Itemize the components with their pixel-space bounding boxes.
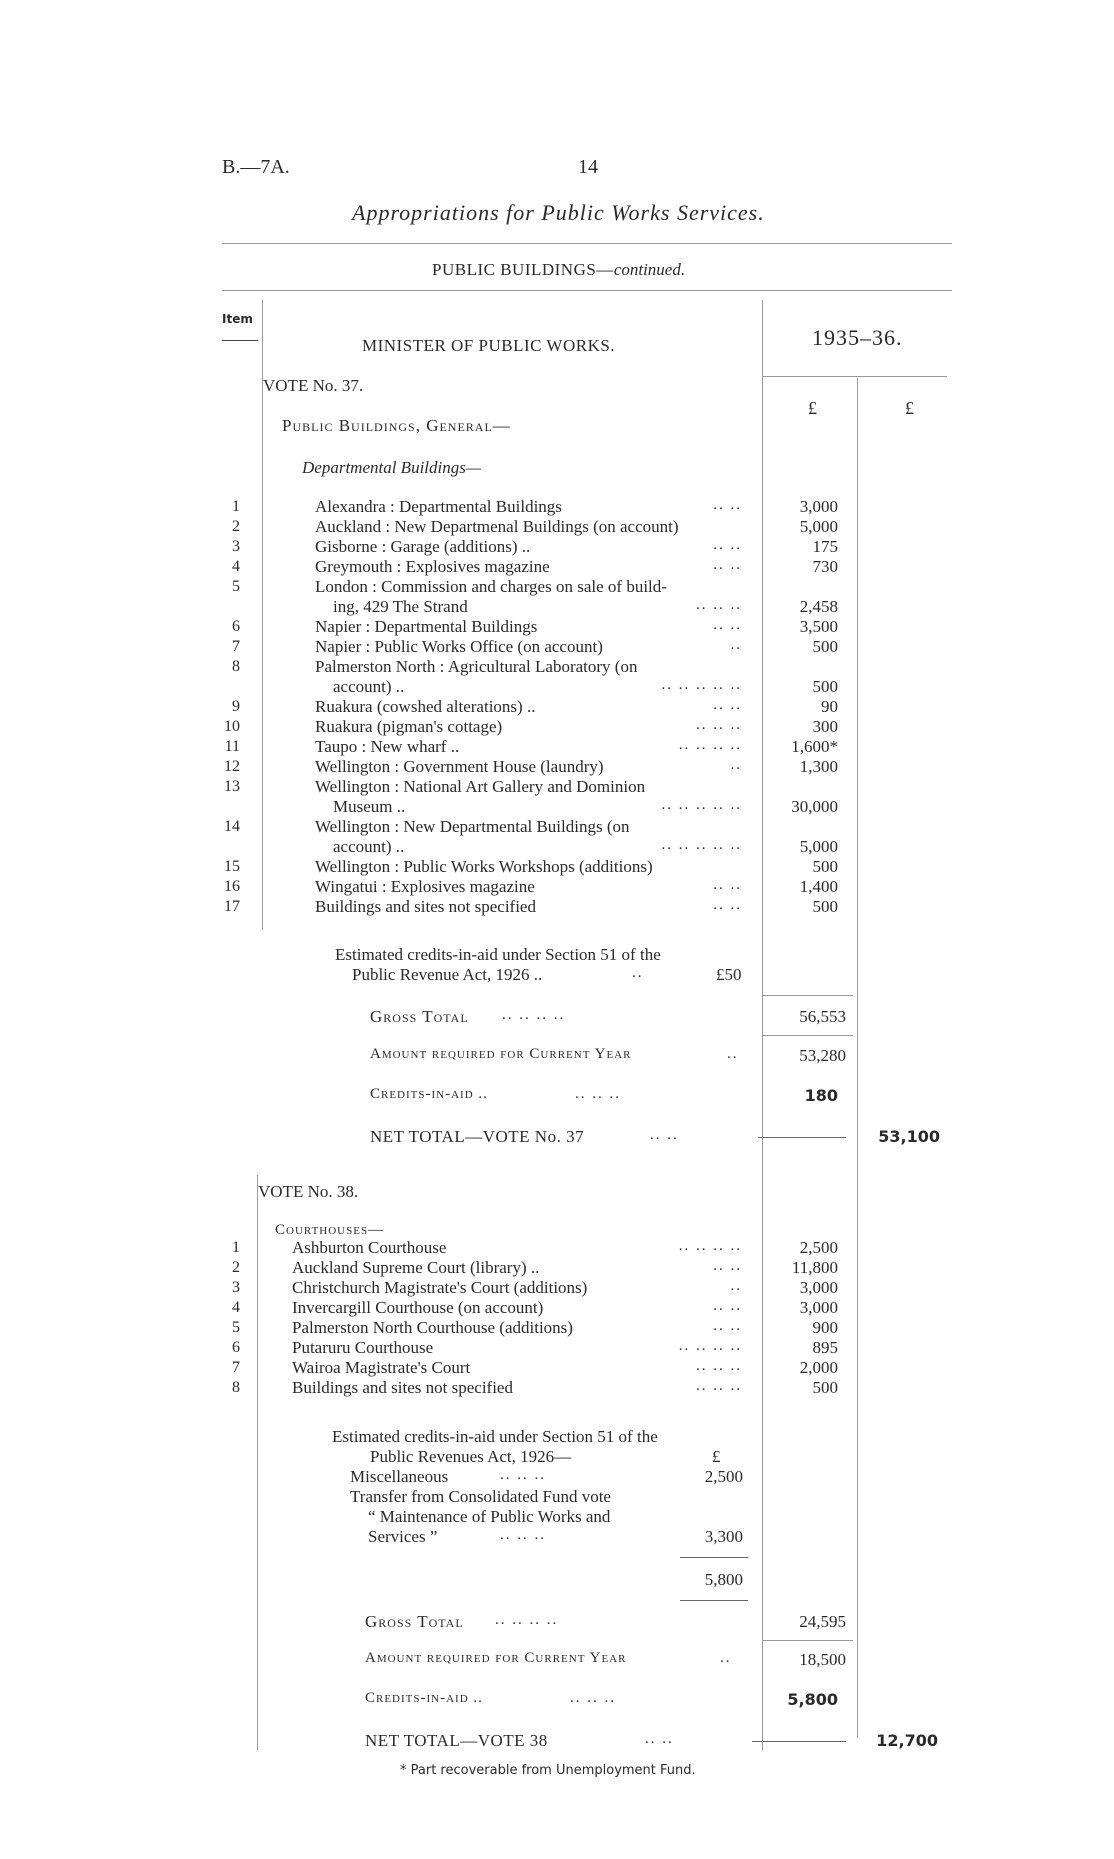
vote-37-title: VOTE No. 37.: [263, 376, 364, 395]
vote-37-item-leader-dots: .. .. .. .. ..: [661, 677, 742, 693]
vote-37-gross-dots: .. .. .. ..: [502, 1007, 566, 1023]
vote-37-item-number: 15: [224, 858, 240, 875]
vote-37-item-leader-dots: ..: [730, 757, 742, 773]
vote-38-item-leader-dots: .. .. .. ..: [678, 1238, 742, 1254]
total-column-divider: [857, 378, 858, 1738]
vote-37-item-number: 17: [224, 898, 240, 915]
vote-37-item-amount: 1,400: [799, 877, 838, 896]
vote-37-item-description: Palmerston North : Agricultural Laboratory (on account) ..: [315, 657, 638, 696]
vote-38-item-description: Buildings and sites not specified: [292, 1378, 513, 1397]
vote-37-item-leader-dots: ..: [730, 637, 742, 653]
vote-37-item-description: Ruakura (pigman's cottage): [315, 717, 503, 736]
vote-38-item-amount: 11,800: [791, 1258, 838, 1277]
vote-38-title: VOTE No. 38.: [258, 1182, 359, 1201]
vote-38-item-description: Invercargill Courthouse (on account): [292, 1298, 544, 1317]
vote-38-net-dots: .. ..: [645, 1731, 674, 1747]
vote-38-required-label: Amount required for Current Year: [365, 1650, 627, 1666]
vote-38-item-description: Ashburton Courthouse: [292, 1238, 447, 1257]
vote-37-item-description: Wellington : Government House (laundry): [315, 757, 604, 776]
vote-38-items-end-rule: [680, 1600, 748, 1601]
vote-38-required-dots: ..: [720, 1650, 732, 1666]
vote-37-item-number: 10: [224, 718, 240, 735]
footnote: * Part recoverable from Unemployment Fund.: [400, 1763, 696, 1778]
vote-38-misc-value: 2,500: [704, 1467, 743, 1486]
vote-37-item-leader-dots: .. .. ..: [696, 717, 742, 733]
vote-37-item-leader-dots: .. ..: [713, 557, 742, 573]
vote-37-credits-note-line1: Estimated credits-in-aid under Section 51 of the: [335, 945, 661, 964]
vote-38-item-amount: 900: [812, 1318, 838, 1337]
vote-37-gross-label: Gross Total: [370, 1007, 469, 1026]
vote-37-item-amount: 730: [812, 557, 838, 576]
vote-37-item-description: Taupo : New wharf ..: [315, 737, 460, 756]
vote-37-credits-note-dots: ..: [632, 965, 644, 981]
vote-37-required-dots: ..: [727, 1046, 739, 1062]
vote-37-item-number: 8: [232, 658, 240, 675]
vote-37-item-amount: 500: [812, 637, 838, 656]
vote-37-credits-note-line2: Public Revenue Act, 1926 ..: [352, 965, 543, 984]
vote-38-credits-dots: .. .. ..: [570, 1690, 616, 1706]
vote-37-item-description: Wellington : New Departmental Buildings (on account) ..: [315, 817, 630, 856]
vote-37-gross-rule: [763, 1035, 853, 1036]
vote-38-credits-note-line2: Public Revenues Act, 1926—: [370, 1447, 572, 1466]
vote-38-item-number: 7: [232, 1359, 240, 1376]
section-title: PUBLIC BUILDINGS—: [432, 260, 614, 279]
vote-38-credits-currency: £: [712, 1447, 721, 1466]
vote-38-item-number: 4: [232, 1299, 240, 1316]
vote-37-credits-note-amount: £50: [716, 965, 742, 984]
vote-37-item-description: Alexandra : Departmental Buildings: [315, 497, 562, 516]
vote-38-item-number: 6: [232, 1339, 240, 1356]
vote-38-item-number: 5: [232, 1319, 240, 1336]
vote-37-item-amount: 300: [812, 717, 838, 736]
section-suffix: continued.: [613, 260, 686, 279]
vote-37-item-description: Gisborne : Garage (additions) ..: [315, 537, 531, 556]
vote-38-item-description: Palmerston North Courthouse (additions): [292, 1318, 573, 1337]
table-top-rule: [222, 290, 952, 291]
vote-37-net-dots: .. ..: [650, 1127, 679, 1143]
vote-38-gross-value: 24,595: [799, 1612, 846, 1631]
vote-37-item-leader-dots: .. .. .. ..: [678, 737, 742, 753]
document-reference: B.—7A.: [222, 156, 290, 178]
vote-38-item-description: Christchurch Magistrate's Court (additions): [292, 1278, 588, 1297]
vote-37-credits-value: 180: [804, 1086, 838, 1105]
item-column-header: Item: [222, 312, 253, 326]
vote-37-item-amount: 500: [812, 677, 838, 696]
year-header: 1935–36.: [812, 325, 903, 350]
vote-38-item-leader-dots: .. .. .. ..: [678, 1338, 742, 1354]
vote-37-credits-label: Credits-in-aid ..: [370, 1086, 488, 1102]
vote-37-item-amount: 5,000: [799, 837, 838, 856]
vote-38-misc-dots: .. .. ..: [500, 1467, 546, 1483]
vote-37-item-amount: 2,458: [799, 597, 838, 616]
vote-37-item-leader-dots: .. ..: [713, 537, 742, 553]
vote-38-gross-label: Gross Total: [365, 1612, 464, 1631]
vote-37-item-leader-dots: .. ..: [713, 897, 742, 913]
page-title: Appropriations for Public Works Services.: [352, 200, 765, 225]
vote-38-credits-value: 5,800: [787, 1690, 838, 1709]
vote-38-item-leader-dots: .. .. ..: [696, 1378, 742, 1394]
vote-38-item-number: 3: [232, 1279, 240, 1296]
vote-37-item-amount: 3,500: [799, 617, 838, 636]
item-header-rule: [222, 340, 258, 341]
vote-37-item-description: Buildings and sites not specified: [315, 897, 536, 916]
vote-38-item-number: 2: [232, 1259, 240, 1276]
vote-38-item-amount: 2,500: [799, 1238, 838, 1257]
vote-38-item-leader-dots: .. ..: [713, 1258, 742, 1274]
vote-37-item-description: Auckland : New Departmenal Buildings (on account): [315, 517, 679, 536]
vote-37-item-description: Wellington : National Art Gallery and Dominion Museum ..: [315, 777, 646, 816]
vote-37-item-amount: 175: [812, 537, 838, 556]
vote-38-credits-note-line1: Estimated credits-in-aid under Section 51 of the: [332, 1427, 658, 1446]
vote-38-group: Courthouses—: [275, 1222, 385, 1238]
vote-37-item-number: 16: [224, 878, 240, 895]
vote-38-subtotal-rule: [680, 1557, 748, 1558]
amount-column-divider: [762, 300, 763, 1750]
vote-37-item-amount: 500: [812, 857, 838, 876]
vote-37-group: Public Buildings, General—: [282, 416, 511, 435]
vote-38-item-leader-dots: .. ..: [713, 1298, 742, 1314]
vote-37-item-amount: 90: [821, 697, 838, 716]
vote-37-item-number: 6: [232, 618, 240, 635]
vote-38-item-description: Putaruru Courthouse: [292, 1338, 434, 1357]
vote-37-item-number: 1: [232, 498, 240, 515]
vote-37-item-description: Wingatui : Explosives magazine: [315, 877, 535, 896]
page-number: 14: [578, 156, 598, 178]
vote-38-transfer-line1: Transfer from Consolidated Fund vote: [350, 1487, 611, 1506]
vote-38-item-amount: 3,000: [799, 1278, 838, 1297]
vote-37-item-description: London : Commission and charges on sale of build- ing, 429 The Strand: [315, 577, 667, 616]
year-rule: [762, 376, 947, 377]
vote-37-item-amount: 500: [812, 897, 838, 916]
vote-38-credits-label: Credits-in-aid ..: [365, 1690, 483, 1706]
vote-38-misc-label: Miscellaneous: [350, 1467, 449, 1486]
vote-37-net-rule: [758, 1137, 846, 1138]
vote-37-item-leader-dots: .. .. ..: [696, 597, 742, 613]
vote-38-item-number: 8: [232, 1379, 240, 1396]
vote-38-item-amount: 2,000: [799, 1358, 838, 1377]
vote-37-net-value: 53,100: [878, 1127, 940, 1146]
vote-37-item-number: 7: [232, 638, 240, 655]
vote-37-item-description: Napier : Departmental Buildings: [315, 617, 538, 636]
vote-37-item-leader-dots: .. ..: [713, 497, 742, 513]
vote-37-item-number: 3: [232, 538, 240, 555]
vote-37-item-description: Ruakura (cowshed alterations) ..: [315, 697, 536, 716]
vote-38-item-amount: 3,000: [799, 1298, 838, 1317]
vote-37-item-number: 13: [224, 778, 240, 795]
vote-38-item-leader-dots: .. ..: [713, 1318, 742, 1334]
vote-38-item-number: 1: [232, 1239, 240, 1256]
vote-37-item-leader-dots: .. .. .. .. ..: [661, 837, 742, 853]
vote-37-item-number: 5: [232, 578, 240, 595]
vote-38-required-value: 18,500: [799, 1650, 846, 1669]
vote-38-item-description: Auckland Supreme Court (library) ..: [292, 1258, 540, 1277]
currency-header-totals: £: [905, 398, 914, 418]
vote-37-item-amount: 1,300: [799, 757, 838, 776]
vote-37-item-leader-dots: .. ..: [713, 877, 742, 893]
vote-37-net-label: NET TOTAL—VOTE No. 37: [370, 1127, 585, 1146]
vote-37-item-amount: 1,600*: [791, 737, 838, 756]
vote-37-required-value: 53,280: [799, 1046, 846, 1065]
vote-38-item-amount: 895: [812, 1338, 838, 1357]
vote-37-item-description: Wellington : Public Works Workshops (additions): [315, 857, 653, 876]
vote-38-left-divider: [257, 1175, 258, 1750]
vote-38-transfer-line3: Services ”: [368, 1527, 438, 1546]
vote-38-item-description: Wairoa Magistrate's Court: [292, 1358, 471, 1377]
vote-38-transfer-line2: “ Maintenance of Public Works and: [368, 1507, 611, 1526]
vote-37-item-description: Napier : Public Works Office (on account): [315, 637, 603, 656]
vote-37-item-amount: 3,000: [799, 497, 838, 516]
vote-37-item-description: Greymouth : Explosives magazine: [315, 557, 550, 576]
vote-37-subgroup: Departmental Buildings—: [302, 458, 481, 477]
vote-37-item-number: 12: [224, 758, 240, 775]
vote-38-net-rule: [752, 1741, 846, 1742]
vote-37-item-leader-dots: .. .. .. .. ..: [661, 797, 742, 813]
vote-37-item-number: 4: [232, 558, 240, 575]
vote-37-required-label: Amount required for Current Year: [370, 1046, 632, 1062]
vote-38-item-leader-dots: .. .. ..: [696, 1358, 742, 1374]
vote-38-net-value: 12,700: [876, 1731, 938, 1750]
vote-38-item-leader-dots: ..: [730, 1278, 742, 1294]
vote-37-items-end-rule: [763, 995, 853, 996]
vote-37-credits-dots: .. .. ..: [575, 1086, 621, 1102]
vote-38-item-amount: 500: [812, 1378, 838, 1397]
vote-38-transfer-dots: .. .. ..: [500, 1527, 546, 1543]
currency-header-items: £: [808, 398, 817, 418]
section-heading: [432, 260, 685, 280]
vote-37-item-number: 2: [232, 518, 240, 535]
title-rule: [222, 243, 952, 244]
vote-38-subtotal-value: 5,800: [704, 1570, 743, 1589]
vote-38-transfer-value: 3,300: [704, 1527, 743, 1546]
vote-37-item-leader-dots: .. ..: [713, 617, 742, 633]
vote-37-gross-value: 56,553: [799, 1007, 846, 1026]
vote-37-item-number: 9: [232, 698, 240, 715]
minister-heading: MINISTER OF PUBLIC WORKS.: [362, 336, 616, 355]
vote-37-item-number: 11: [224, 738, 240, 755]
vote-38-gross-rule: [763, 1640, 853, 1641]
vote-37-item-leader-dots: .. ..: [713, 697, 742, 713]
vote-37-item-amount: 5,000: [799, 517, 838, 536]
vote-38-gross-dots: .. .. .. ..: [495, 1612, 559, 1628]
vote-38-net-label: NET TOTAL—VOTE 38: [365, 1731, 548, 1750]
vote-37-item-number: 14: [224, 818, 240, 835]
vote-37-item-amount: 30,000: [791, 797, 838, 816]
